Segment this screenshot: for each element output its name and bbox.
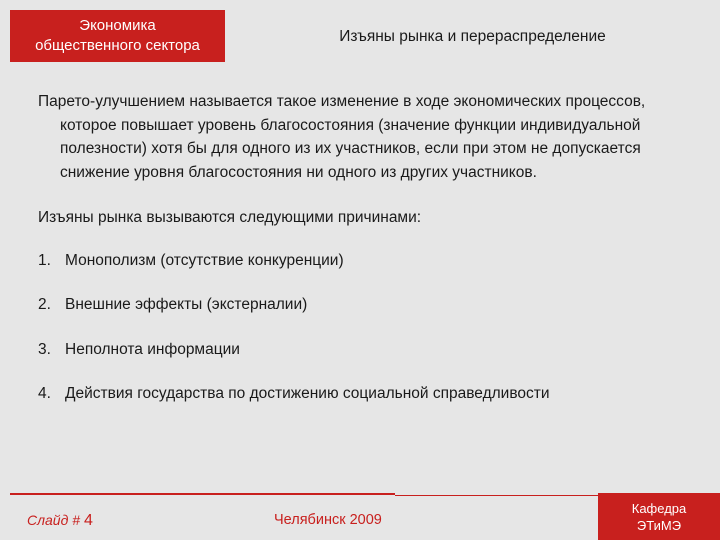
causes-list (38, 249, 678, 406)
list-item-text: Внешние эффекты (экстерналии) (65, 296, 308, 313)
list-item-number: 1. (38, 251, 51, 269)
list-item-number: 3. (38, 340, 51, 358)
city-year: Челябинск 2009 (274, 512, 382, 528)
department-line2: ЭТиМЭ (636, 517, 682, 533)
list-item-text: Действия государства по достижению социальной справедливости (65, 385, 550, 402)
list-item-number: 2. (38, 296, 51, 313)
list-item (38, 382, 678, 406)
slide-content (38, 90, 678, 406)
list-item (38, 249, 678, 273)
slide-label-text: Слайд # (27, 512, 80, 528)
list-item-number: 4. (38, 385, 51, 402)
list-item (38, 293, 678, 317)
course-title-box (10, 10, 225, 62)
slide-number-label (27, 510, 93, 531)
causes-intro: Изъяны рынка вызываются следующими причинами: (38, 209, 422, 226)
footer-divider (10, 493, 395, 495)
pareto-definition: Парето-улучшением называется такое изменение в ходе экономических процессов, которое повышает уровень благосостояния (значение функции индивидуальной полезности) хотя бы для одного из их участников, если при этом не допускается снижение уровня благосостояния ни одного из других участников. (38, 93, 646, 181)
department-box (598, 493, 720, 540)
slide-topic-title: Изъяны рынка и перераспределение (339, 28, 606, 45)
list-item-text: Монополизм (отсутствие конкуренции) (65, 251, 344, 269)
list-item (38, 338, 678, 362)
course-title-line2: общественного сектора (35, 37, 200, 54)
slide-number: 4 (84, 512, 93, 529)
department-line1: Кафедра (631, 500, 687, 516)
footer-divider-thin (395, 495, 598, 496)
course-title-line1: Экономика (79, 17, 156, 34)
list-item-text: Неполнота информации (65, 340, 240, 358)
